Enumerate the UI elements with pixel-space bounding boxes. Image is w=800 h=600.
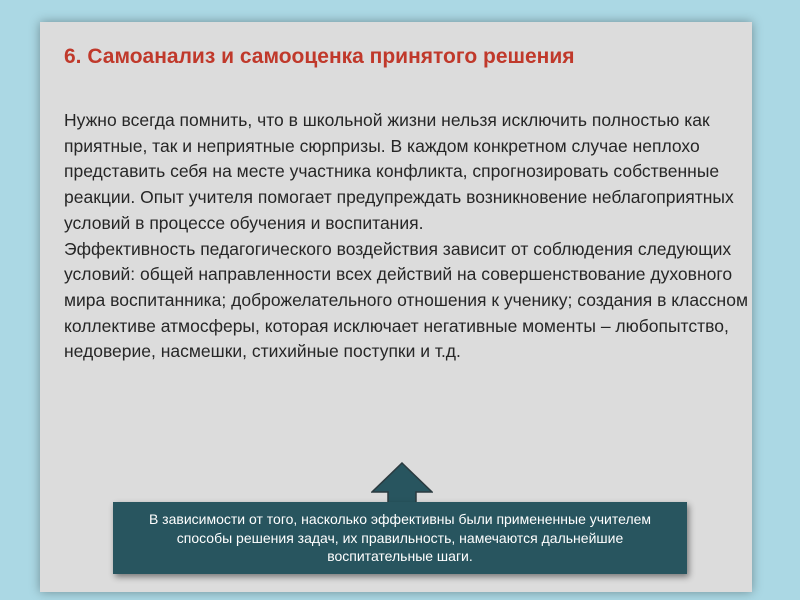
paragraph-1: Нужно всегда помнить, что в школьной жизни нельзя исключить полностью как приятные, так и неприятные сюрпризы. В каждом конкретном случае неплохо представить себя на месте участника конфликта, спрогнозировать собственные реакции. Опыт учителя помогает предупреждать возникновение неблагоприятных условий в процессе обучения и воспитания. [64,110,734,233]
callout-box [113,502,687,574]
callout-text: В зависимости от того, насколько эффективны были примененные учителем способы решения задач, их правильность, намечаются дальнейшие воспитательные шаги. [148,511,652,565]
slide-title: 6. Самоанализ и самооценка принятого решения [64,45,575,68]
paragraph-2: Эффективность педагогического воздействия зависит от соблюдения следующих условий: общей направленности всех действий на совершенствование духовного мира воспитанника; доброжелательного отношения к ученику; создания в классном коллективе атмосферы, которая исключает негативные моменты – любопытство, недоверие, насмешки, стихийные поступки и т.д. [64,238,748,362]
body-text [64,108,748,365]
